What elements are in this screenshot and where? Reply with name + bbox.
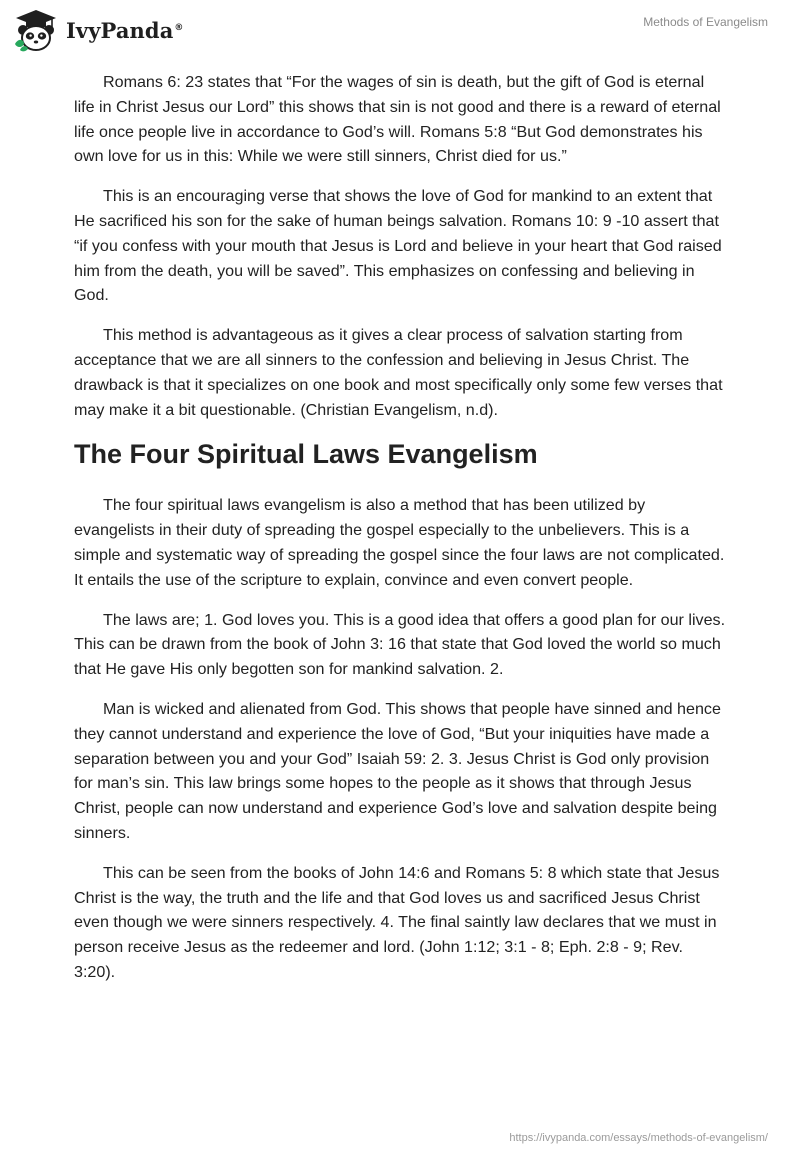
paragraph: This is an encouraging verse that shows the love of God for mankind to an extent that He sacrificed his son for the sake of human beings salvation. Romans 10: 9 -10 assert that “if you confess with your mouth that Jesus is Lord and believe in your heart that God raised him from the death, you will be saved”. This emphasizes on confessing and believing in God. (74, 187, 722, 305)
paragraph: Romans 6: 23 states that “For the wages of sin is death, but the gift of God is eternal life in Christ Jesus our Lord” this shows that sin is not good and there is a reward of eternal life once people live in accordance to God’s will. Romans 5:8 “But God demonstrates his own love for us in this: While we were still sinners, Christ died for us.” (74, 73, 721, 166)
paragraph: This method is advantageous as it gives a clear process of salvation starting from acceptance that we are all sinners to the confession and believing in Jesus Christ. The drawback is that it specializes on one book and most specifically only some few verses that may make it a bit questionable. (Christian Evangelism, n.d). (74, 326, 723, 419)
panda-graduate-logo-icon (12, 8, 60, 52)
paragraph: Man is wicked and alienated from God. This shows that people have sinned and hence they cannot understand and experience the love of God, “But your iniquities have made a separation between you and your God” Isaiah 59: 2. 3. Jesus Christ is God only provision for man’s sin. This law brings some hopes to the people as it shows that through Jesus Christ, people can now understand and experience God’s love and salvation despite being sinners. (74, 699, 721, 842)
page-header (0, 0, 800, 60)
brand-name (66, 18, 184, 43)
document-title: Methods of Evangelism (643, 15, 768, 29)
brand-name-text: IvyPanda (66, 17, 174, 43)
ivypanda-logo[interactable] (12, 8, 184, 52)
paragraph: The four spiritual laws evangelism is also a method that has been utilized by evangelists in their duty of spreading the gospel especially to the unbelievers. This is a simple and systematic way of spreading the gospel since the four laws are not complicated. It entails the use of the scripture to explain, convince and even convert people. (74, 496, 725, 589)
source-url[interactable]: https://ivypanda.com/essays/methods-of-evangelism/ (509, 1132, 768, 1144)
registered-mark: ® (174, 22, 184, 33)
section-heading: The Four Spiritual Laws Evangelism (74, 439, 538, 470)
essay-content (74, 70, 726, 1000)
paragraph: This can be seen from the books of John 14:6 and Romans 5: 8 which state that Jesus Christ is the way, the truth and the life and that God loves us and sacrificed Jesus Christ even though we were sinners respectively. 4. The final saintly law declares that we must in person receive Jesus as the redeemer and lord. (John 1:12; 3:1 - 8; Eph. 2:8 - 9; Rev. 3:20). (74, 863, 720, 981)
paragraph: The laws are; 1. God loves you. This is a good idea that offers a good plan for our lives. This can be drawn from the book of John 3: 16 that state that God loved the world so much that He gave His only begotten son for mankind salvation. 2. (74, 610, 726, 679)
